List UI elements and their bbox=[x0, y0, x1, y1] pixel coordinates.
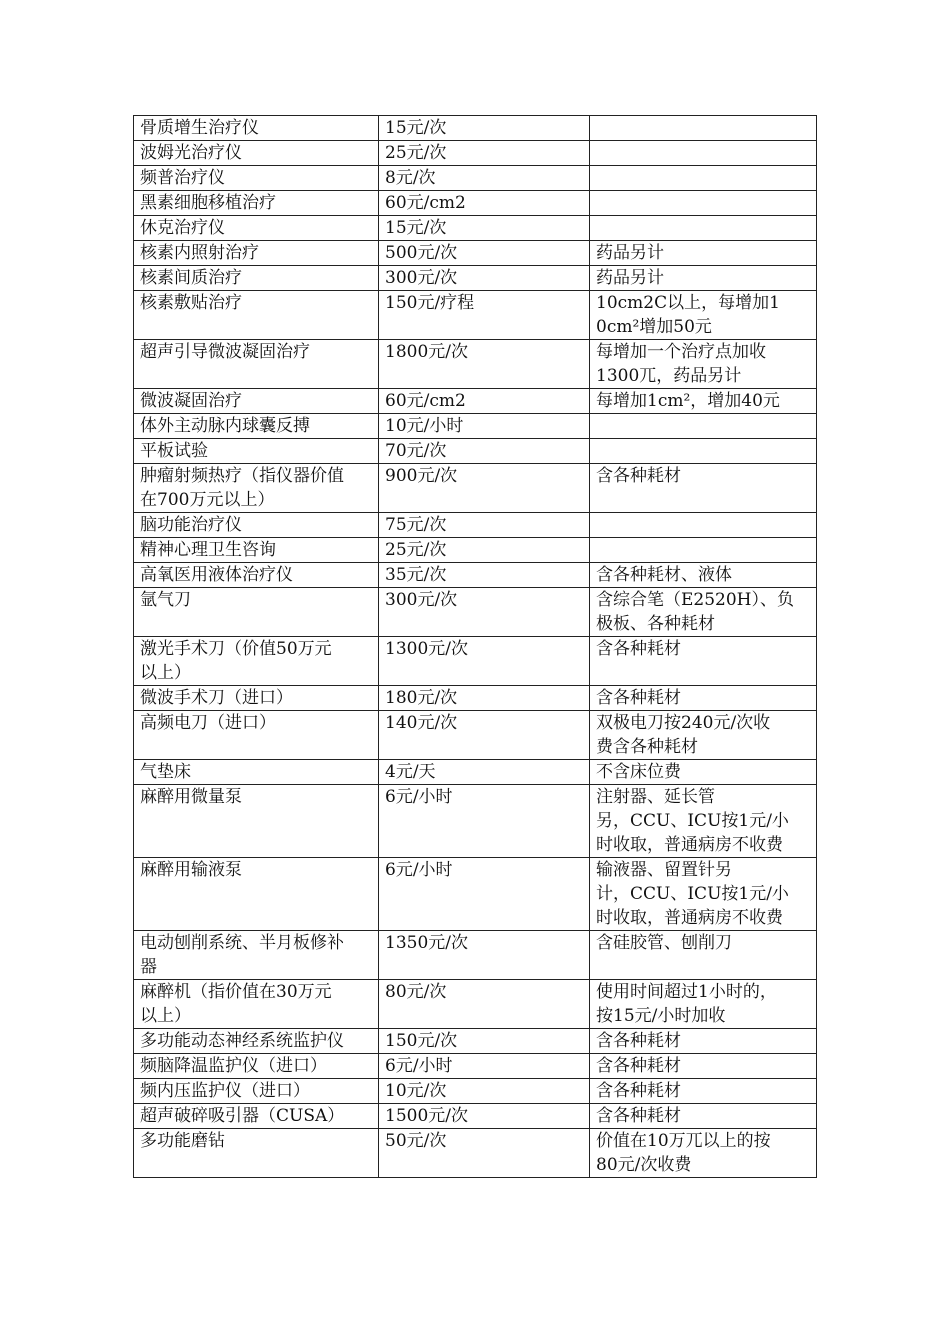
price-cell: 150元/次 bbox=[379, 1029, 590, 1054]
note-cell: 每增加一个治疗点加收 1300兀，药品另计 bbox=[590, 340, 817, 389]
table-row bbox=[134, 711, 817, 760]
price-cell: 500元/次 bbox=[379, 241, 590, 266]
note-cell bbox=[590, 513, 817, 538]
table-row bbox=[134, 1104, 817, 1129]
note-cell: 10cm2C以上，每增加1 0cm²增加50元 bbox=[590, 291, 817, 340]
note-cell: 输液器、留置针另 计，CCU、ICU按1元/小 时收取，普通病房不收费 bbox=[590, 858, 817, 931]
note-cell: 使用时间超过1小时的， 按15元/小时加收 bbox=[590, 980, 817, 1029]
table-row bbox=[134, 439, 817, 464]
note-cell: 不含床位费 bbox=[590, 760, 817, 785]
item-name-cell: 波姆光治疗仪 bbox=[134, 141, 379, 166]
table-row bbox=[134, 464, 817, 513]
note-cell bbox=[590, 414, 817, 439]
item-name-cell: 麻醉用微量泵 bbox=[134, 785, 379, 858]
note-cell bbox=[590, 191, 817, 216]
price-cell: 15元/次 bbox=[379, 116, 590, 141]
item-name-cell: 脑功能治疗仪 bbox=[134, 513, 379, 538]
price-cell: 6元/小时 bbox=[379, 785, 590, 858]
table-row bbox=[134, 141, 817, 166]
price-cell: 10元/次 bbox=[379, 1079, 590, 1104]
note-cell: 含各种耗材 bbox=[590, 464, 817, 513]
item-name-cell: 黑素细胞移植治疗 bbox=[134, 191, 379, 216]
item-name-cell: 超声引导微波凝固治疗 bbox=[134, 340, 379, 389]
item-name-cell: 频脑降温监护仪（进口） bbox=[134, 1054, 379, 1079]
price-table bbox=[133, 115, 817, 1178]
price-cell: 4元/天 bbox=[379, 760, 590, 785]
item-name-cell: 超声破碎吸引器（CUSA） bbox=[134, 1104, 379, 1129]
price-cell: 60元/cm2 bbox=[379, 389, 590, 414]
price-cell: 60元/cm2 bbox=[379, 191, 590, 216]
price-cell: 1500元/次 bbox=[379, 1104, 590, 1129]
item-name-cell: 电动刨削系统、半月板修补 器 bbox=[134, 931, 379, 980]
price-cell: 80元/次 bbox=[379, 980, 590, 1029]
price-cell: 900元/次 bbox=[379, 464, 590, 513]
table-row bbox=[134, 266, 817, 291]
note-cell: 含综合笔（E2520H）、负 极板、各种耗材 bbox=[590, 588, 817, 637]
table-row bbox=[134, 166, 817, 191]
table-row bbox=[134, 241, 817, 266]
note-cell bbox=[590, 216, 817, 241]
note-cell bbox=[590, 116, 817, 141]
note-cell bbox=[590, 538, 817, 563]
table-row bbox=[134, 1029, 817, 1054]
price-cell: 6元/小时 bbox=[379, 858, 590, 931]
price-cell: 150元/疗程 bbox=[379, 291, 590, 340]
note-cell: 注射器、延长管 另，CCU、ICU按1元/小 时收取，普通病房不收费 bbox=[590, 785, 817, 858]
note-cell: 含各种耗材 bbox=[590, 1054, 817, 1079]
table-row bbox=[134, 538, 817, 563]
note-cell: 含硅胶管、刨削刀 bbox=[590, 931, 817, 980]
note-cell: 含各种耗材、液体 bbox=[590, 563, 817, 588]
table-row bbox=[134, 1054, 817, 1079]
table-row bbox=[134, 760, 817, 785]
item-name-cell: 微波手术刀（进口） bbox=[134, 686, 379, 711]
table-body bbox=[134, 116, 817, 1178]
table-row bbox=[134, 1079, 817, 1104]
item-name-cell: 核素内照射治疗 bbox=[134, 241, 379, 266]
item-name-cell: 高频电刀（进口） bbox=[134, 711, 379, 760]
price-cell: 180元/次 bbox=[379, 686, 590, 711]
item-name-cell: 核素间质治疗 bbox=[134, 266, 379, 291]
price-cell: 35元/次 bbox=[379, 563, 590, 588]
item-name-cell: 频普治疗仪 bbox=[134, 166, 379, 191]
item-name-cell: 精神心理卫生咨询 bbox=[134, 538, 379, 563]
note-cell bbox=[590, 166, 817, 191]
table-row bbox=[134, 980, 817, 1029]
table-row bbox=[134, 858, 817, 931]
note-cell bbox=[590, 439, 817, 464]
price-cell: 25元/次 bbox=[379, 538, 590, 563]
note-cell: 每增加1cm²，增加40元 bbox=[590, 389, 817, 414]
item-name-cell: 多功能动态神经系统监护仪 bbox=[134, 1029, 379, 1054]
price-cell: 300元/次 bbox=[379, 588, 590, 637]
table-row bbox=[134, 637, 817, 686]
item-name-cell: 频内压监护仪（进口） bbox=[134, 1079, 379, 1104]
note-cell: 双极电刀按240元/次收 费含各种耗材 bbox=[590, 711, 817, 760]
note-cell: 含各种耗材 bbox=[590, 637, 817, 686]
table-row bbox=[134, 931, 817, 980]
item-name-cell: 高氧医用液体治疗仪 bbox=[134, 563, 379, 588]
table-row bbox=[134, 191, 817, 216]
item-name-cell: 体外主动脉内球囊反搏 bbox=[134, 414, 379, 439]
note-cell: 含各种耗材 bbox=[590, 1104, 817, 1129]
table-row bbox=[134, 588, 817, 637]
item-name-cell: 气垫床 bbox=[134, 760, 379, 785]
item-name-cell: 麻醉用输液泵 bbox=[134, 858, 379, 931]
table-row bbox=[134, 340, 817, 389]
note-cell bbox=[590, 141, 817, 166]
price-cell: 1350元/次 bbox=[379, 931, 590, 980]
note-cell: 含各种耗材 bbox=[590, 1029, 817, 1054]
table-row bbox=[134, 291, 817, 340]
table-row bbox=[134, 116, 817, 141]
table-row bbox=[134, 1129, 817, 1178]
price-cell: 8元/次 bbox=[379, 166, 590, 191]
price-cell: 1800元/次 bbox=[379, 340, 590, 389]
item-name-cell: 多功能磨钻 bbox=[134, 1129, 379, 1178]
table-row bbox=[134, 785, 817, 858]
price-cell: 300元/次 bbox=[379, 266, 590, 291]
price-cell: 50元/次 bbox=[379, 1129, 590, 1178]
price-cell: 15元/次 bbox=[379, 216, 590, 241]
item-name-cell: 平板试验 bbox=[134, 439, 379, 464]
note-cell: 价值在10万兀以上的按 80元/次收费 bbox=[590, 1129, 817, 1178]
price-cell: 1300元/次 bbox=[379, 637, 590, 686]
note-cell: 含各种耗材 bbox=[590, 686, 817, 711]
table-row bbox=[134, 414, 817, 439]
table-row bbox=[134, 513, 817, 538]
table-row bbox=[134, 686, 817, 711]
note-cell: 药品另计 bbox=[590, 241, 817, 266]
note-cell: 含各种耗材 bbox=[590, 1079, 817, 1104]
item-name-cell: 微波凝固治疗 bbox=[134, 389, 379, 414]
note-cell: 药品另计 bbox=[590, 266, 817, 291]
item-name-cell: 氩气刀 bbox=[134, 588, 379, 637]
table-row bbox=[134, 216, 817, 241]
item-name-cell: 激光手术刀（价值50万元 以上） bbox=[134, 637, 379, 686]
price-cell: 25元/次 bbox=[379, 141, 590, 166]
price-cell: 140元/次 bbox=[379, 711, 590, 760]
price-cell: 75元/次 bbox=[379, 513, 590, 538]
item-name-cell: 麻醉机（指价值在30万元 以上） bbox=[134, 980, 379, 1029]
table-row bbox=[134, 563, 817, 588]
table-row bbox=[134, 389, 817, 414]
price-cell: 6元/小时 bbox=[379, 1054, 590, 1079]
document-page bbox=[133, 115, 816, 1178]
item-name-cell: 核素敷贴治疗 bbox=[134, 291, 379, 340]
item-name-cell: 肿瘤射频热疗（指仪器价值 在700万元以上） bbox=[134, 464, 379, 513]
item-name-cell: 骨质增生治疗仪 bbox=[134, 116, 379, 141]
price-cell: 10元/小时 bbox=[379, 414, 590, 439]
item-name-cell: 休克治疗仪 bbox=[134, 216, 379, 241]
price-cell: 70元/次 bbox=[379, 439, 590, 464]
